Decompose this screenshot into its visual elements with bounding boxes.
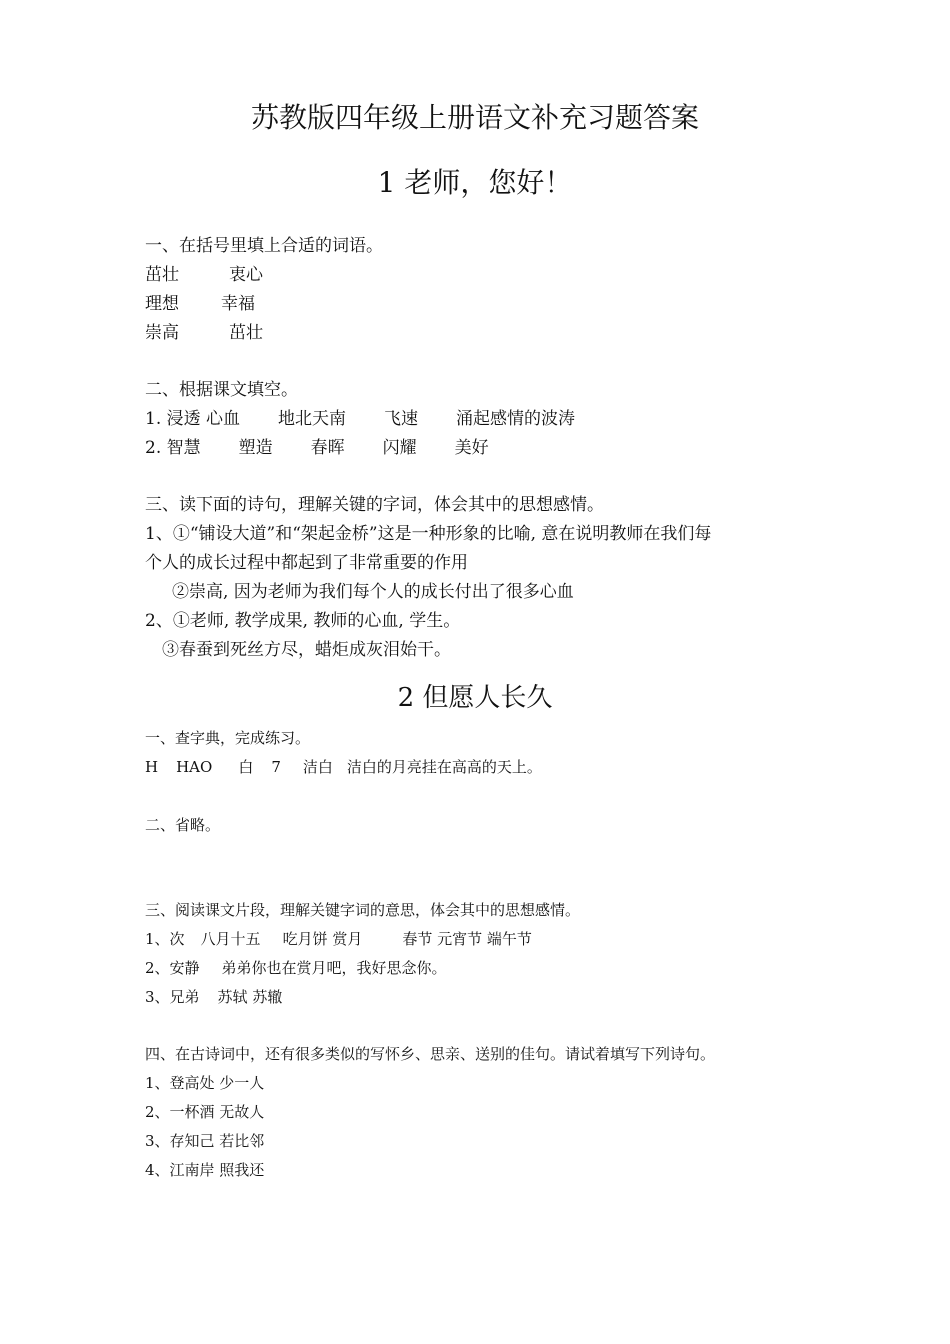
answer-item: 弟弟你也在赏月吧，我好思念你。	[221, 959, 447, 977]
answer-item: 苏轼 苏辙	[217, 988, 283, 1006]
lesson2-q4-heading: 四、在古诗词中，还有很多类似的写怀乡、思亲、送别的佳句。请试着填写下列诗句。	[145, 1045, 716, 1063]
lesson1-q3-answer: 1、①“铺设大道”和“架起金桥”这是一种形象的比喻, 意在说明教师在我们每	[145, 524, 712, 544]
lesson1-q1-row	[145, 263, 825, 287]
answer-item: 春节 元宵节 端午节	[402, 930, 532, 948]
answer-word: 理想	[145, 294, 179, 314]
answer-item: 飞速	[384, 409, 419, 429]
lesson1-q3-answer: ③春蚕到死丝方尽，蜡炬成灰泪始干。	[162, 640, 451, 660]
answer-word: 衷心	[229, 265, 263, 285]
answer-item: H	[145, 758, 159, 776]
lesson1-q3-answer: 2、①老师, 教学成果, 教师的心血, 学生。	[145, 611, 461, 631]
answer-item: 洁白	[302, 758, 333, 776]
answer-item: 塑造	[238, 438, 273, 458]
lesson2-q4-answer: 2、一杯酒 无故人	[145, 1103, 265, 1121]
answer-item: 7	[271, 758, 281, 776]
answer-word: 茁壮	[145, 265, 179, 285]
answer-item: 地北天南	[278, 409, 347, 429]
lesson1-q2-line2	[145, 436, 825, 460]
answer-word: 幸福	[221, 294, 255, 314]
lesson1-q1-heading: 一、在括号里填上合适的词语。	[145, 236, 383, 256]
lesson2-q4-answer: 3、存知己 若比邻	[145, 1132, 265, 1150]
lesson1-q3-heading: 三、读下面的诗句，理解关键的字词，体会其中的思想感情。	[145, 495, 604, 515]
document-title: 苏教版四年级上册语文补充习题答案	[250, 101, 699, 134]
lesson1-q1-row	[145, 321, 825, 345]
answer-item: 洁白的月亮挂在高高的天上。	[346, 758, 542, 776]
lesson2-q1-answer	[145, 755, 825, 779]
answer-item: 美好	[454, 438, 489, 458]
answer-item: 吃月饼 赏月	[282, 930, 363, 948]
lesson2-q1-heading: 一、查字典，完成练习。	[145, 729, 311, 747]
answer-item: 3、兄弟	[145, 988, 200, 1006]
answer-item: 涌起感情的波涛	[456, 409, 576, 429]
lesson1-q3-answer: 个人的成长过程中都起到了非常重要的作用	[145, 553, 468, 573]
lesson2-q3-answer	[145, 985, 825, 1009]
answer-item: HAO	[176, 758, 213, 776]
answer-item: 春晖	[310, 438, 345, 458]
lesson2-q4-answer: 4、江南岸 照我还	[145, 1161, 265, 1179]
answer-item: 2. 智慧	[145, 438, 201, 458]
answer-item: 1、次	[145, 930, 185, 948]
lesson2-q2-heading: 二、省略。	[145, 816, 221, 834]
lesson1-q2-line1	[145, 407, 825, 431]
lesson2-title: 2 但愿人长久	[397, 683, 553, 713]
lesson2-q4-answer: 1、登高处 少一人	[145, 1074, 265, 1092]
lesson2-q3-heading: 三、阅读课文片段，理解关键字词的意思，体会其中的思想感情。	[145, 901, 581, 919]
answer-item: 2、安静	[145, 959, 200, 977]
answer-item: 闪耀	[382, 438, 417, 458]
answer-word: 崇高	[145, 323, 179, 343]
lesson1-title: 1 老师，您好！	[377, 166, 573, 199]
lesson1-q1-row	[145, 292, 825, 316]
answer-item: 白	[238, 758, 254, 776]
lesson2-q3-answer	[145, 927, 825, 951]
lesson1-q3-answer: ②崇高, 因为老师为我们每个人的成长付出了很多心血	[172, 582, 574, 602]
lesson1-q2-heading: 二、根据课文填空。	[145, 380, 298, 400]
answer-item: 1. 浸透 心血	[145, 409, 241, 429]
answer-item: 八月十五	[200, 930, 261, 948]
answer-word: 茁壮	[229, 323, 263, 343]
lesson2-q3-answer	[145, 956, 825, 980]
